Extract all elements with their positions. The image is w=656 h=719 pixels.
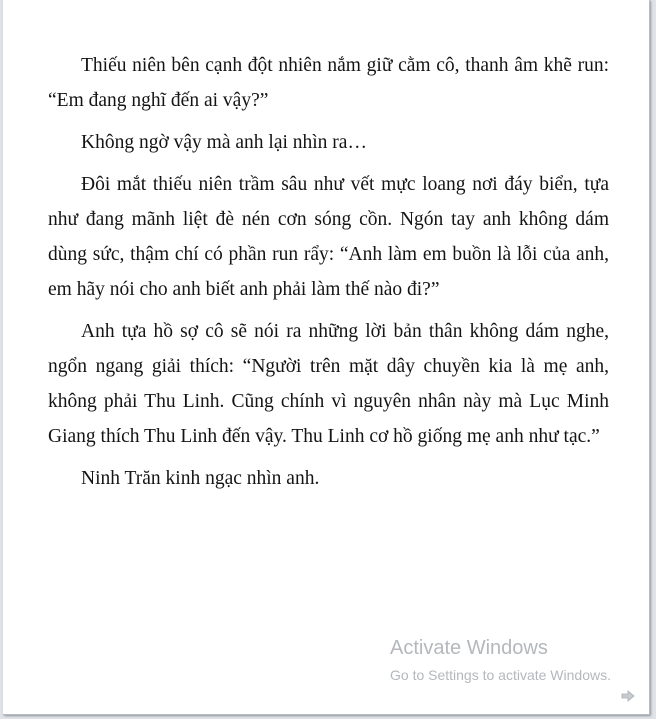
paragraph-2: Không ngờ vậy mà anh lại nhìn ra… <box>81 132 367 153</box>
resize-arrow-icon <box>621 690 635 702</box>
document-page <box>3 0 650 715</box>
paragraph-1: Thiếu niên bên cạnh đột nhiên nắm giữ cằm cô, thanh âm khẽ run: “Em đang nghĩ đến ai vậy?” <box>48 55 609 111</box>
watermark-title: Activate Windows <box>390 637 548 659</box>
watermark-subtitle: Go to Settings to activate Windows. <box>390 667 611 683</box>
paragraph-3: Đôi mắt thiếu niên trầm sâu như vết mực loang nơi đáy biển, tựa như đang mãnh liệt đè nén cơn sóng cồn. Ngón tay anh không dám dùng sức, thậm chí có phần run rẩy: “Anh làm em buồn là lỗi của anh, em hãy nói cho anh biết anh phải làm thế nào đi?” <box>48 174 609 300</box>
paragraph-4: Anh tựa hồ sợ cô sẽ nói ra những lời bản thân không dám nghe, ngổn ngang giải thích: “Người trên mặt dây chuyền kia là mẹ anh, không phải Thu Linh. Cũng chính vì nguyên nhân này mà Lục Minh Giang thích Thu Linh đến vậy. Thu Linh cơ hồ giống mẹ anh như tạc.” <box>48 321 609 447</box>
paragraph-5: Ninh Trăn kinh ngạc nhìn anh. <box>81 468 320 489</box>
activate-windows-watermark <box>390 636 611 685</box>
document-body <box>48 48 609 503</box>
